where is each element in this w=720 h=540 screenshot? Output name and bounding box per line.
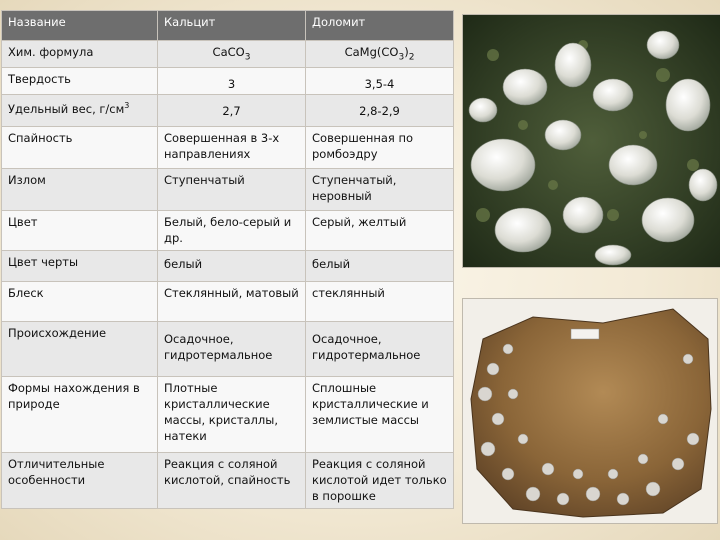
- row-dolomite: стеклянный: [306, 282, 454, 322]
- row-dolomite: Сплошные кристаллические и землистые массы: [306, 377, 454, 453]
- row-calcite: Стеклянный, матовый: [158, 282, 306, 322]
- row-calcite: 2,7: [158, 95, 306, 127]
- table-row: [2, 68, 454, 95]
- row-calcite: Реакция с соляной кислотой, спайность: [158, 453, 306, 509]
- row-dolomite: Серый, желтый: [306, 211, 454, 251]
- row-calcite: CaCO$_3$: [158, 41, 306, 68]
- row-property: Формы нахождения в природе: [2, 377, 158, 453]
- row-dolomite: 3,5-4: [306, 68, 454, 95]
- table-row: [2, 251, 454, 282]
- table-row: [2, 169, 454, 211]
- row-dolomite: Осадочное, гидротермальное: [306, 322, 454, 377]
- row-property: Удельный вес, $г/см^3$: [2, 95, 158, 127]
- row-calcite: 3: [158, 68, 306, 95]
- calcite-crystals-photo: [462, 14, 720, 268]
- table-row: [2, 453, 454, 509]
- row-dolomite: Совершенная по ромбоэдру: [306, 127, 454, 169]
- row-property: Спайность: [2, 127, 158, 169]
- dolomite-specimen-photo: [462, 298, 718, 524]
- row-property: Происхождение: [2, 322, 158, 377]
- row-calcite: Совершенная в 3-х направлениях: [158, 127, 306, 169]
- row-property: Цвет: [2, 211, 158, 251]
- row-dolomite: Реакция с соляной кислотой идет только в порошке: [306, 453, 454, 509]
- row-dolomite: $CaMg(CO_3)_2$: [306, 41, 454, 68]
- table-row: [2, 95, 454, 127]
- table-row: [2, 322, 454, 377]
- row-dolomite: Ступенчатый, неровный: [306, 169, 454, 211]
- row-calcite: Ступенчатый: [158, 169, 306, 211]
- header-property: Название: [2, 11, 158, 41]
- row-calcite: Белый, бело-серый и др.: [158, 211, 306, 251]
- table-row: [2, 41, 454, 68]
- minerals-comparison-table: [1, 10, 454, 509]
- row-property: Излом: [2, 169, 158, 211]
- table-row: [2, 377, 454, 453]
- dolomite-specimen-icon: [463, 299, 717, 523]
- table-row: [2, 211, 454, 251]
- table-row: [2, 127, 454, 169]
- header-calcite: Кальцит: [158, 11, 306, 41]
- row-property: Хим. формула: [2, 41, 158, 68]
- header-dolomite: Доломит: [306, 11, 454, 41]
- table-row: [2, 282, 454, 322]
- row-calcite: Осадочное, гидротермальное: [158, 322, 306, 377]
- calcite-crystals-icon: [463, 15, 720, 267]
- row-calcite: белый: [158, 251, 306, 282]
- row-dolomite: белый: [306, 251, 454, 282]
- table-header-row: [2, 11, 454, 41]
- row-property: Твердость: [2, 68, 158, 95]
- row-property: Цвет черты: [2, 251, 158, 282]
- row-property: Блеск: [2, 282, 158, 322]
- row-calcite: Плотные кристаллические массы, кристаллы, натеки: [158, 377, 306, 453]
- row-dolomite: 2,8-2,9: [306, 95, 454, 127]
- row-property: Отличительные особенности: [2, 453, 158, 509]
